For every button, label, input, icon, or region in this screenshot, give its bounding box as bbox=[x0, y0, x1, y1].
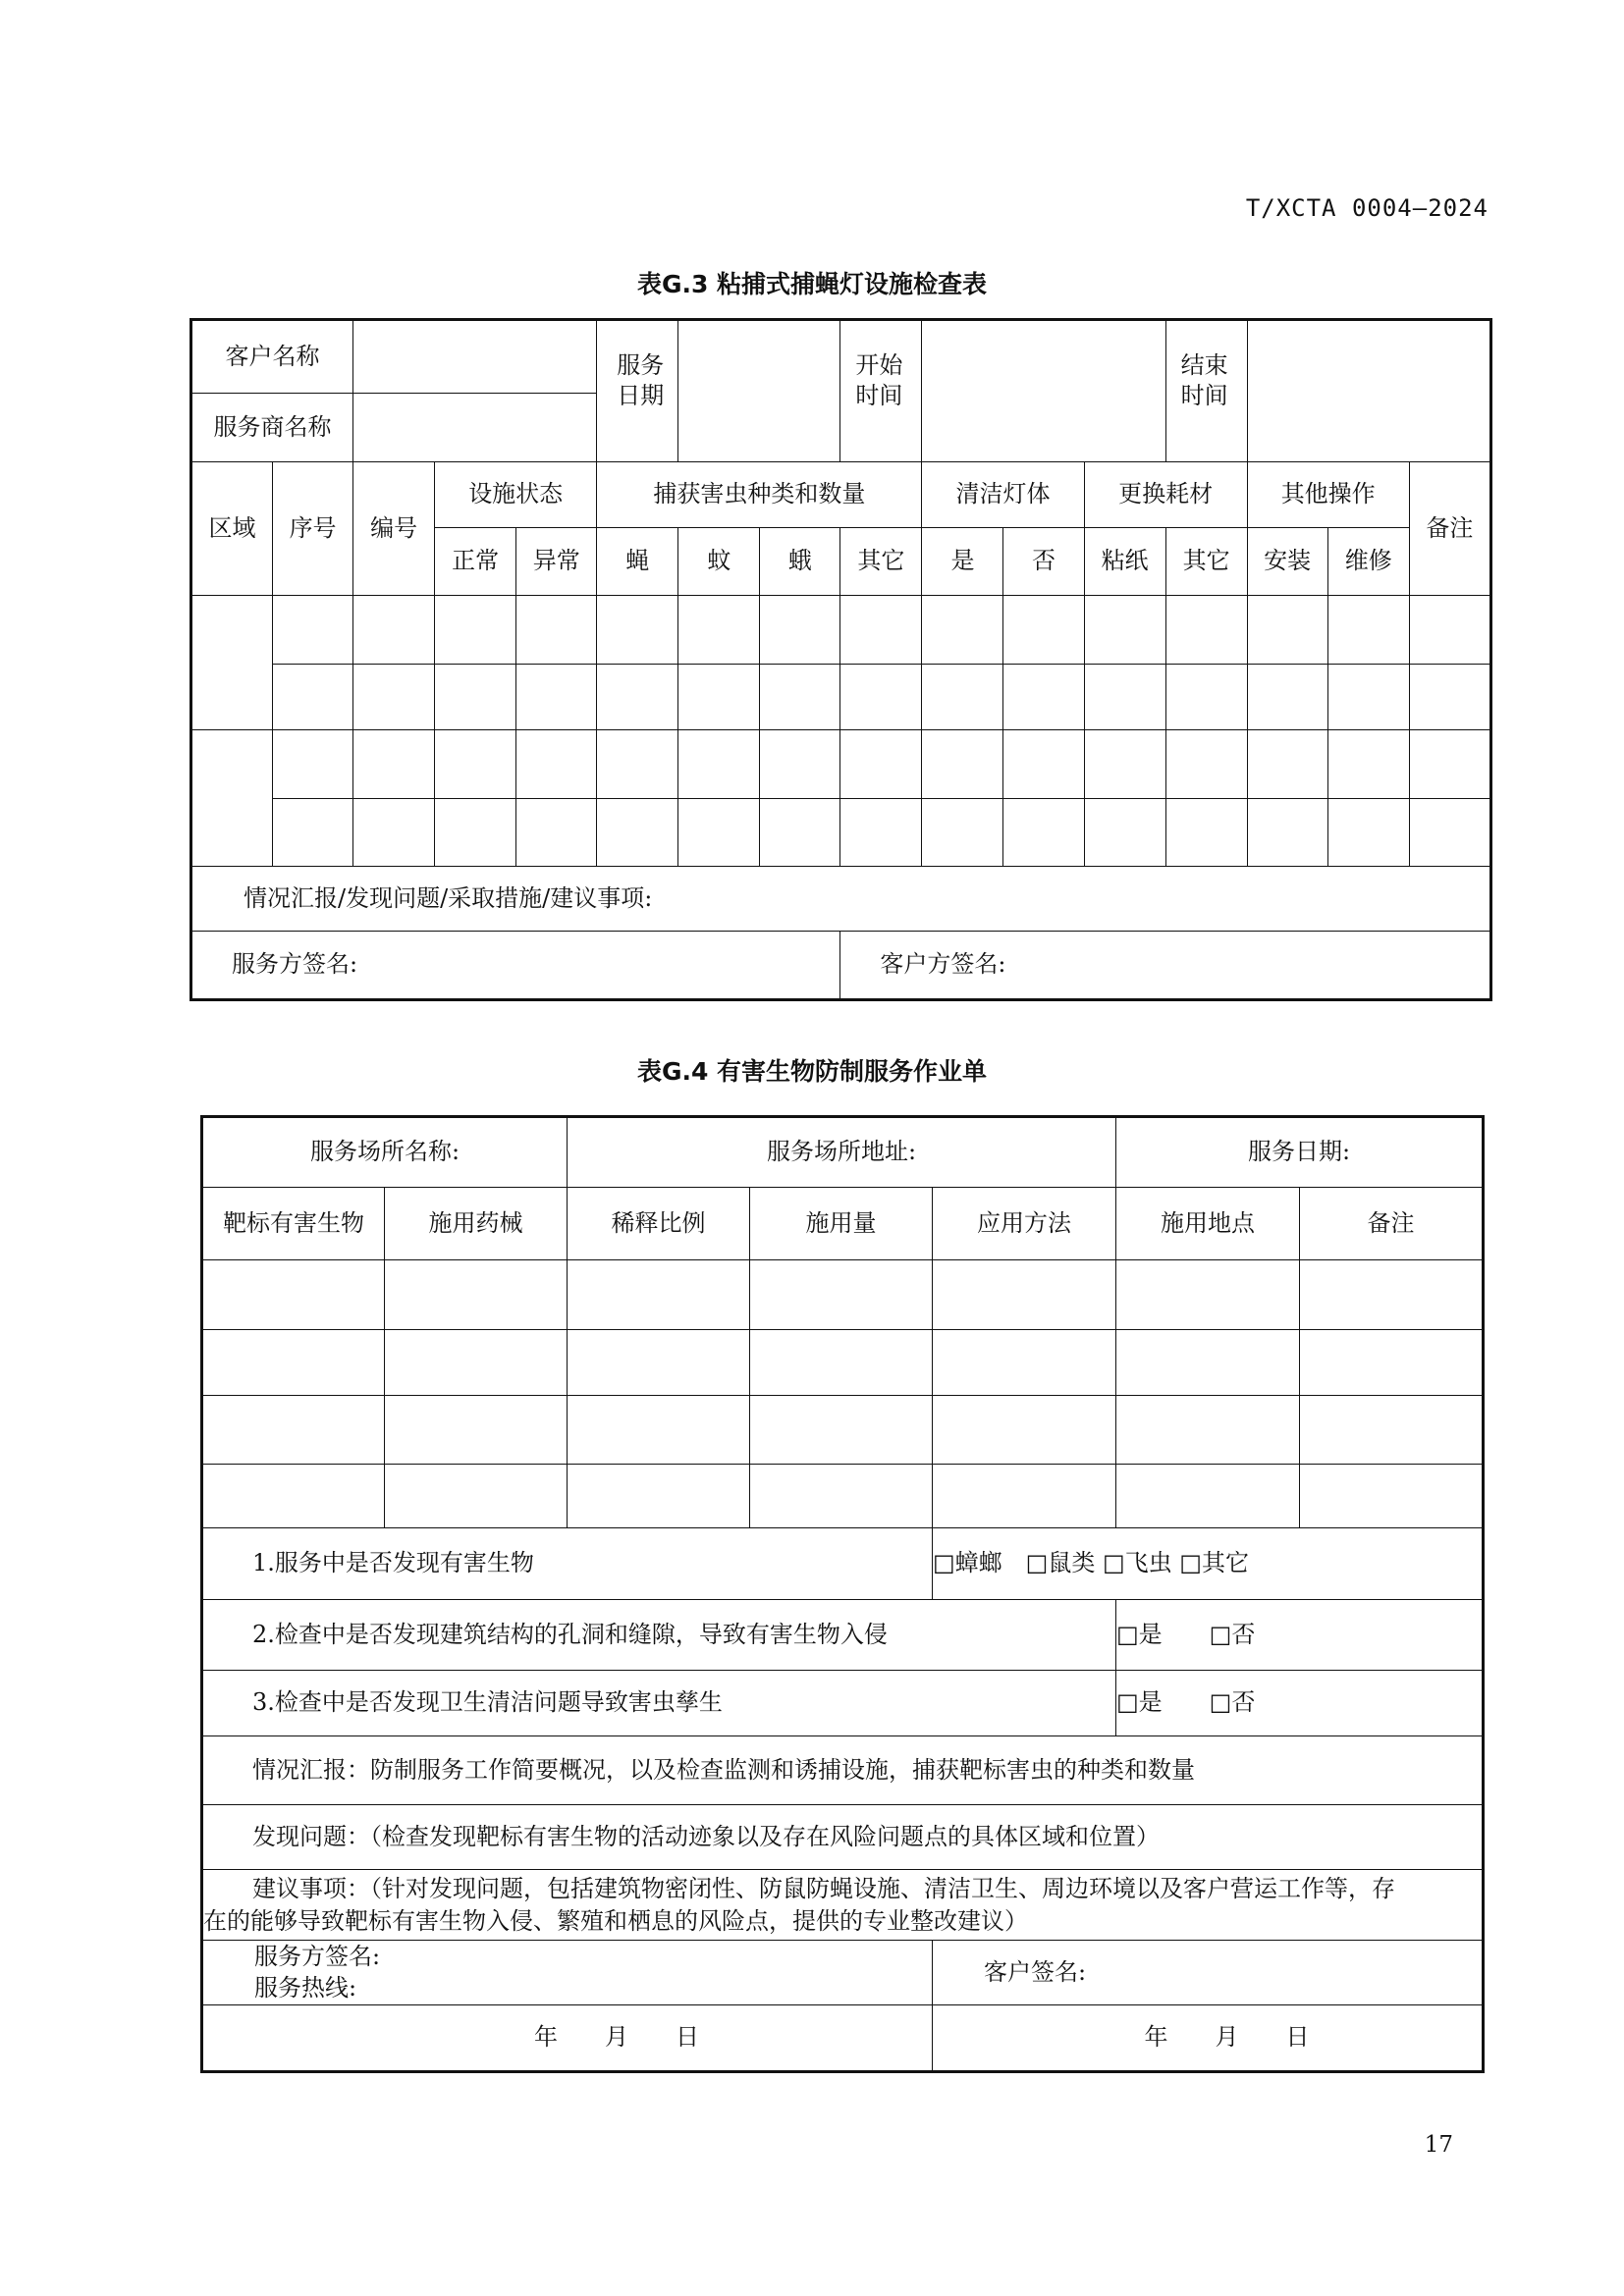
cell[interactable] bbox=[760, 665, 840, 730]
cell[interactable] bbox=[1084, 665, 1165, 730]
cell[interactable] bbox=[1409, 596, 1490, 665]
fly-lamp-inspection-table bbox=[189, 318, 1492, 1001]
cell[interactable] bbox=[760, 730, 840, 799]
sub-normal: 正常 bbox=[435, 528, 516, 596]
sub-moth: 蛾 bbox=[760, 528, 840, 596]
issues-field[interactable]: 发现问题：（检查发现靶标有害生物的活动迹象以及存在风险问题点的具体区域和位置） bbox=[202, 1805, 1484, 1870]
hotline-label: 服务热线: bbox=[254, 1973, 357, 2002]
col-other: 其他操作 bbox=[1247, 462, 1409, 528]
cell[interactable] bbox=[933, 1330, 1116, 1396]
area-cell[interactable] bbox=[191, 596, 273, 730]
cell[interactable] bbox=[516, 596, 597, 665]
service-date-field[interactable]: 服务日期: bbox=[1116, 1117, 1484, 1188]
table1-title: 表G.3 粘捕式捕蝇灯设施检查表 bbox=[636, 270, 988, 298]
col-method: 应用方法 bbox=[933, 1188, 1116, 1260]
col-clean: 清洁灯体 bbox=[922, 462, 1084, 528]
cell[interactable] bbox=[1116, 1396, 1300, 1465]
cell[interactable] bbox=[1327, 665, 1409, 730]
suggestion-line-2: 在的能够导致靶标有害生物入侵、繁殖和栖息的风险点，提供的专业整改建议） bbox=[203, 1906, 1028, 1935]
document-code: T/XCTA 0004—2024 bbox=[1245, 194, 1489, 222]
pest-control-work-order-table bbox=[200, 1115, 1485, 2073]
cell[interactable] bbox=[568, 1260, 750, 1330]
cell[interactable] bbox=[435, 799, 516, 867]
cell[interactable] bbox=[1165, 799, 1247, 867]
cell[interactable] bbox=[1300, 1330, 1484, 1396]
cell[interactable] bbox=[597, 596, 678, 665]
table-row bbox=[191, 799, 1491, 867]
sub-glue: 粘纸 bbox=[1084, 528, 1165, 596]
cell[interactable] bbox=[1003, 665, 1084, 730]
cell[interactable] bbox=[568, 1396, 750, 1465]
cell[interactable] bbox=[1247, 799, 1327, 867]
cell[interactable] bbox=[435, 665, 516, 730]
cell[interactable] bbox=[385, 1260, 568, 1330]
table-row bbox=[202, 1465, 1484, 1528]
table-row bbox=[191, 730, 1491, 799]
cell[interactable] bbox=[353, 596, 435, 665]
cell[interactable] bbox=[597, 665, 678, 730]
cell[interactable] bbox=[922, 799, 1003, 867]
col-replace: 更换耗材 bbox=[1084, 462, 1247, 528]
provider-sign-field[interactable] bbox=[202, 1941, 933, 2005]
cell[interactable] bbox=[933, 1465, 1116, 1528]
sub-no: 否 bbox=[1003, 528, 1084, 596]
cell[interactable] bbox=[516, 730, 597, 799]
cell[interactable] bbox=[750, 1465, 933, 1528]
cell[interactable] bbox=[1247, 730, 1327, 799]
cell[interactable] bbox=[385, 1330, 568, 1396]
start-time-value[interactable] bbox=[922, 320, 1165, 462]
customer-sign-field[interactable]: 客户签名: bbox=[933, 1941, 1484, 2005]
question-3-options[interactable]: □是 □否 bbox=[1116, 1671, 1484, 1736]
cell[interactable] bbox=[922, 665, 1003, 730]
cell[interactable] bbox=[435, 730, 516, 799]
provider-sign-label: 服务方签名: bbox=[254, 1943, 381, 1971]
cell[interactable] bbox=[1300, 1260, 1484, 1330]
cell[interactable] bbox=[1084, 596, 1165, 665]
service-date-label: 服务日期 bbox=[597, 320, 678, 462]
sub-install: 安装 bbox=[1247, 528, 1327, 596]
cell[interactable] bbox=[760, 799, 840, 867]
cell[interactable] bbox=[516, 665, 597, 730]
col-seq: 序号 bbox=[273, 462, 353, 596]
cell[interactable] bbox=[1165, 665, 1247, 730]
cell[interactable] bbox=[568, 1465, 750, 1528]
provider-name-label: 服务商名称 bbox=[191, 394, 353, 462]
area-cell[interactable] bbox=[191, 730, 273, 867]
cell[interactable] bbox=[1247, 665, 1327, 730]
suggestion-field[interactable] bbox=[202, 1870, 1484, 1941]
col-target: 靶标有害生物 bbox=[202, 1188, 385, 1260]
customer-name-label: 客户名称 bbox=[191, 320, 353, 394]
provider-sign-field[interactable]: 服务方签名: bbox=[191, 932, 840, 1000]
cell[interactable] bbox=[750, 1396, 933, 1465]
cell[interactable] bbox=[202, 1330, 385, 1396]
cell[interactable] bbox=[1003, 596, 1084, 665]
cell[interactable] bbox=[933, 1260, 1116, 1330]
cell[interactable] bbox=[922, 596, 1003, 665]
venue-address-field[interactable]: 服务场所地址: bbox=[568, 1117, 1116, 1188]
col-catch: 捕获害虫种类和数量 bbox=[597, 462, 922, 528]
cell[interactable] bbox=[1165, 596, 1247, 665]
table-row bbox=[202, 1396, 1484, 1465]
cell[interactable] bbox=[353, 665, 435, 730]
cell[interactable] bbox=[840, 596, 922, 665]
customer-name-value[interactable] bbox=[353, 320, 597, 394]
cell[interactable] bbox=[202, 1260, 385, 1330]
cell[interactable] bbox=[1300, 1396, 1484, 1465]
cell[interactable] bbox=[1084, 799, 1165, 867]
cell[interactable] bbox=[273, 730, 353, 799]
cell[interactable] bbox=[678, 596, 760, 665]
cell[interactable] bbox=[1165, 730, 1247, 799]
end-time-label: 结束时间 bbox=[1165, 320, 1247, 462]
col-area: 区域 bbox=[191, 462, 273, 596]
col-equipment: 施用药械 bbox=[385, 1188, 568, 1260]
table-row bbox=[202, 1260, 1484, 1330]
cell[interactable] bbox=[1409, 799, 1490, 867]
sub-other-pest: 其它 bbox=[840, 528, 922, 596]
cell[interactable] bbox=[1116, 1260, 1300, 1330]
cell[interactable] bbox=[597, 799, 678, 867]
cell[interactable] bbox=[1409, 730, 1490, 799]
customer-sign-field[interactable]: 客户方签名: bbox=[840, 932, 1491, 1000]
question-1-options[interactable]: □蟑螂 □鼠类 □飞虫 □其它 bbox=[933, 1528, 1484, 1600]
cell[interactable] bbox=[202, 1396, 385, 1465]
cell[interactable] bbox=[273, 799, 353, 867]
service-date-value[interactable] bbox=[678, 320, 840, 462]
cell[interactable] bbox=[1327, 596, 1409, 665]
cell[interactable] bbox=[273, 596, 353, 665]
col-code: 编号 bbox=[353, 462, 435, 596]
cell[interactable] bbox=[840, 665, 922, 730]
cell[interactable] bbox=[1116, 1330, 1300, 1396]
table2-title: 表G.4 有害生物防制服务作业单 bbox=[636, 1057, 988, 1086]
cell[interactable] bbox=[1300, 1465, 1484, 1528]
col-remark: 备注 bbox=[1409, 462, 1490, 596]
cell[interactable] bbox=[202, 1465, 385, 1528]
sub-yes: 是 bbox=[922, 528, 1003, 596]
cell[interactable] bbox=[1327, 799, 1409, 867]
date-right[interactable]: 年 月 日 bbox=[933, 2005, 1484, 2072]
question-3: 3.检查中是否发现卫生清洁问题导致害虫孳生 bbox=[202, 1671, 1116, 1736]
question-1: 1.服务中是否发现有害生物 bbox=[202, 1528, 933, 1600]
cell[interactable] bbox=[597, 730, 678, 799]
page-number: 17 bbox=[1424, 2132, 1453, 2158]
col-dilution: 稀释比例 bbox=[568, 1188, 750, 1260]
cell[interactable] bbox=[1409, 665, 1490, 730]
cell[interactable] bbox=[678, 665, 760, 730]
cell[interactable] bbox=[678, 799, 760, 867]
date-left[interactable]: 年 月 日 bbox=[202, 2005, 933, 2072]
report-field[interactable]: 情况汇报：防制服务工作简要概况，以及检查监测和诱捕设施，捕获靶标害虫的种类和数量 bbox=[202, 1736, 1484, 1805]
cell[interactable] bbox=[760, 596, 840, 665]
question-2-options[interactable]: □是 □否 bbox=[1116, 1600, 1484, 1671]
col-remark: 备注 bbox=[1300, 1188, 1484, 1260]
end-time-value[interactable] bbox=[1247, 320, 1490, 462]
cell[interactable] bbox=[385, 1396, 568, 1465]
cell[interactable] bbox=[750, 1330, 933, 1396]
cell[interactable] bbox=[353, 730, 435, 799]
col-status: 设施状态 bbox=[435, 462, 597, 528]
question-2: 2.检查中是否发现建筑结构的孔洞和缝隙，导致有害生物入侵 bbox=[202, 1600, 1116, 1671]
table-row bbox=[191, 665, 1491, 730]
cell[interactable] bbox=[435, 596, 516, 665]
sub-mosquito: 蚊 bbox=[678, 528, 760, 596]
sub-fly: 蝇 bbox=[597, 528, 678, 596]
cell[interactable] bbox=[750, 1260, 933, 1330]
table-row bbox=[202, 1330, 1484, 1396]
cell[interactable] bbox=[933, 1396, 1116, 1465]
cell[interactable] bbox=[1084, 730, 1165, 799]
suggestion-line-1: 建议事项：（针对发现问题，包括建筑物密闭性、防鼠防蝇设施、清洁卫生、周边环境以及客户营运工作等，存 bbox=[252, 1875, 1395, 1903]
table-row bbox=[191, 596, 1491, 665]
cell[interactable] bbox=[385, 1465, 568, 1528]
cell[interactable] bbox=[1247, 596, 1327, 665]
cell[interactable] bbox=[840, 730, 922, 799]
report-field[interactable]: 情况汇报/发现问题/采取措施/建议事项: bbox=[191, 867, 1491, 932]
venue-name-field[interactable]: 服务场所名称: bbox=[202, 1117, 568, 1188]
col-amount: 施用量 bbox=[750, 1188, 933, 1260]
cell[interactable] bbox=[840, 799, 922, 867]
provider-name-value[interactable] bbox=[353, 394, 597, 462]
cell[interactable] bbox=[1116, 1465, 1300, 1528]
cell[interactable] bbox=[353, 799, 435, 867]
sub-abnormal: 异常 bbox=[516, 528, 597, 596]
cell[interactable] bbox=[273, 665, 353, 730]
cell[interactable] bbox=[516, 799, 597, 867]
cell[interactable] bbox=[1003, 730, 1084, 799]
cell[interactable] bbox=[678, 730, 760, 799]
cell[interactable] bbox=[1003, 799, 1084, 867]
cell[interactable] bbox=[568, 1330, 750, 1396]
cell[interactable] bbox=[922, 730, 1003, 799]
sub-other-mat: 其它 bbox=[1165, 528, 1247, 596]
cell[interactable] bbox=[1327, 730, 1409, 799]
sub-repair: 维修 bbox=[1327, 528, 1409, 596]
col-location: 施用地点 bbox=[1116, 1188, 1300, 1260]
start-time-label: 开始时间 bbox=[840, 320, 922, 462]
